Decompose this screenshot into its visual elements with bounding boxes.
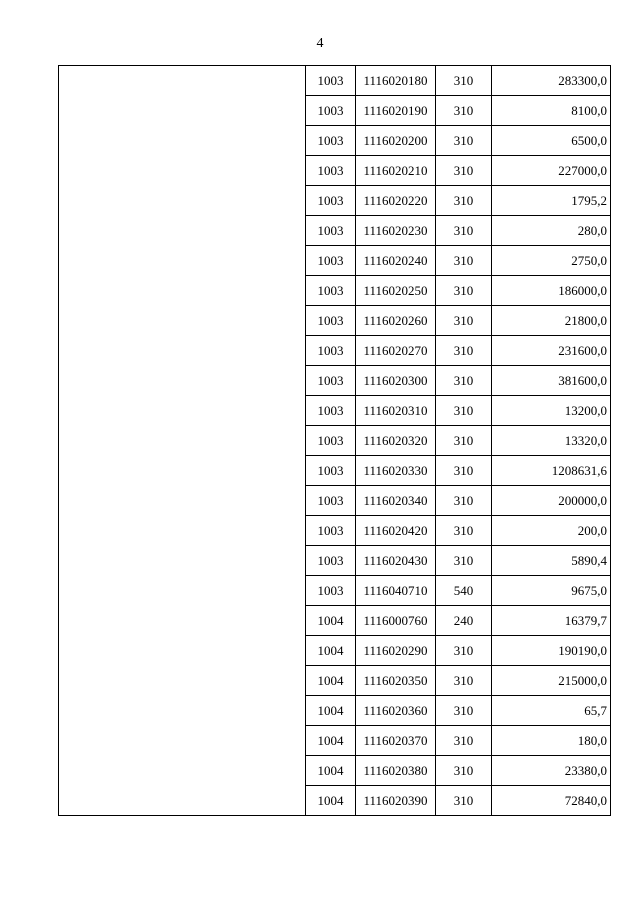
expense-type-cell: 310 <box>436 126 492 156</box>
target-article-cell: 1116020390 <box>356 786 436 816</box>
target-article-cell: 1116020190 <box>356 96 436 126</box>
expense-type-cell: 310 <box>436 186 492 216</box>
expense-type-cell: 310 <box>436 96 492 126</box>
amount-cell: 13320,0 <box>492 426 611 456</box>
amount-cell: 2750,0 <box>492 246 611 276</box>
expense-type-cell: 310 <box>436 786 492 816</box>
amount-cell: 283300,0 <box>492 66 611 96</box>
section-code-cell: 1003 <box>306 246 356 276</box>
target-article-cell: 1116020380 <box>356 756 436 786</box>
amount-cell: 72840,0 <box>492 786 611 816</box>
expense-type-cell: 540 <box>436 576 492 606</box>
target-article-cell: 1116020350 <box>356 666 436 696</box>
target-article-cell: 1116020430 <box>356 546 436 576</box>
section-code-cell: 1004 <box>306 666 356 696</box>
amount-cell: 5890,4 <box>492 546 611 576</box>
budget-table <box>58 65 611 816</box>
expense-type-cell: 310 <box>436 486 492 516</box>
amount-cell: 9675,0 <box>492 576 611 606</box>
expense-type-cell: 310 <box>436 246 492 276</box>
target-article-cell: 1116020250 <box>356 276 436 306</box>
expense-type-cell: 310 <box>436 66 492 96</box>
target-article-cell: 1116020200 <box>356 126 436 156</box>
section-code-cell: 1003 <box>306 456 356 486</box>
expense-type-cell: 310 <box>436 696 492 726</box>
expense-type-cell: 310 <box>436 366 492 396</box>
section-code-cell: 1004 <box>306 696 356 726</box>
amount-cell: 200,0 <box>492 516 611 546</box>
expense-type-cell: 310 <box>436 726 492 756</box>
expense-type-cell: 310 <box>436 276 492 306</box>
table-body <box>59 66 611 816</box>
amount-cell: 186000,0 <box>492 276 611 306</box>
amount-cell: 1795,2 <box>492 186 611 216</box>
target-article-cell: 1116020420 <box>356 516 436 546</box>
section-code-cell: 1003 <box>306 366 356 396</box>
expense-type-cell: 310 <box>436 546 492 576</box>
amount-cell: 200000,0 <box>492 486 611 516</box>
target-article-cell: 1116020220 <box>356 186 436 216</box>
target-article-cell: 1116020260 <box>356 306 436 336</box>
amount-cell: 21800,0 <box>492 306 611 336</box>
amount-cell: 6500,0 <box>492 126 611 156</box>
amount-cell: 180,0 <box>492 726 611 756</box>
expense-type-cell: 310 <box>436 216 492 246</box>
empty-name-column <box>59 66 306 816</box>
section-code-cell: 1003 <box>306 276 356 306</box>
section-code-cell: 1003 <box>306 126 356 156</box>
expense-type-cell: 310 <box>436 636 492 666</box>
target-article-cell: 1116020310 <box>356 396 436 426</box>
amount-cell: 190190,0 <box>492 636 611 666</box>
target-article-cell: 1116020320 <box>356 426 436 456</box>
section-code-cell: 1003 <box>306 426 356 456</box>
expense-type-cell: 310 <box>436 336 492 366</box>
section-code-cell: 1003 <box>306 216 356 246</box>
target-article-cell: 1116040710 <box>356 576 436 606</box>
table-row <box>59 66 611 96</box>
target-article-cell: 1116020290 <box>356 636 436 666</box>
amount-cell: 215000,0 <box>492 666 611 696</box>
amount-cell: 231600,0 <box>492 336 611 366</box>
section-code-cell: 1003 <box>306 336 356 366</box>
target-article-cell: 1116020210 <box>356 156 436 186</box>
expense-type-cell: 310 <box>436 426 492 456</box>
amount-cell: 280,0 <box>492 216 611 246</box>
section-code-cell: 1003 <box>306 186 356 216</box>
expense-type-cell: 310 <box>436 156 492 186</box>
target-article-cell: 1116020230 <box>356 216 436 246</box>
section-code-cell: 1004 <box>306 756 356 786</box>
expense-type-cell: 310 <box>436 756 492 786</box>
amount-cell: 65,7 <box>492 696 611 726</box>
section-code-cell: 1003 <box>306 396 356 426</box>
target-article-cell: 1116020270 <box>356 336 436 366</box>
section-code-cell: 1003 <box>306 576 356 606</box>
section-code-cell: 1003 <box>306 546 356 576</box>
section-code-cell: 1004 <box>306 636 356 666</box>
target-article-cell: 1116000760 <box>356 606 436 636</box>
expense-type-cell: 310 <box>436 306 492 336</box>
expense-type-cell: 310 <box>436 516 492 546</box>
amount-cell: 23380,0 <box>492 756 611 786</box>
amount-cell: 8100,0 <box>492 96 611 126</box>
amount-cell: 16379,7 <box>492 606 611 636</box>
target-article-cell: 1116020330 <box>356 456 436 486</box>
section-code-cell: 1003 <box>306 516 356 546</box>
section-code-cell: 1004 <box>306 786 356 816</box>
amount-cell: 13200,0 <box>492 396 611 426</box>
amount-cell: 227000,0 <box>492 156 611 186</box>
expense-type-cell: 310 <box>436 396 492 426</box>
target-article-cell: 1116020180 <box>356 66 436 96</box>
amount-cell: 381600,0 <box>492 366 611 396</box>
target-article-cell: 1116020240 <box>356 246 436 276</box>
section-code-cell: 1003 <box>306 306 356 336</box>
section-code-cell: 1003 <box>306 96 356 126</box>
target-article-cell: 1116020300 <box>356 366 436 396</box>
expense-type-cell: 240 <box>436 606 492 636</box>
expense-type-cell: 310 <box>436 456 492 486</box>
section-code-cell: 1003 <box>306 486 356 516</box>
page-number: 4 <box>316 36 324 51</box>
section-code-cell: 1003 <box>306 156 356 186</box>
amount-cell: 1208631,6 <box>492 456 611 486</box>
section-code-cell: 1004 <box>306 606 356 636</box>
section-code-cell: 1003 <box>306 66 356 96</box>
expense-type-cell: 310 <box>436 666 492 696</box>
target-article-cell: 1116020370 <box>356 726 436 756</box>
target-article-cell: 1116020360 <box>356 696 436 726</box>
section-code-cell: 1004 <box>306 726 356 756</box>
target-article-cell: 1116020340 <box>356 486 436 516</box>
